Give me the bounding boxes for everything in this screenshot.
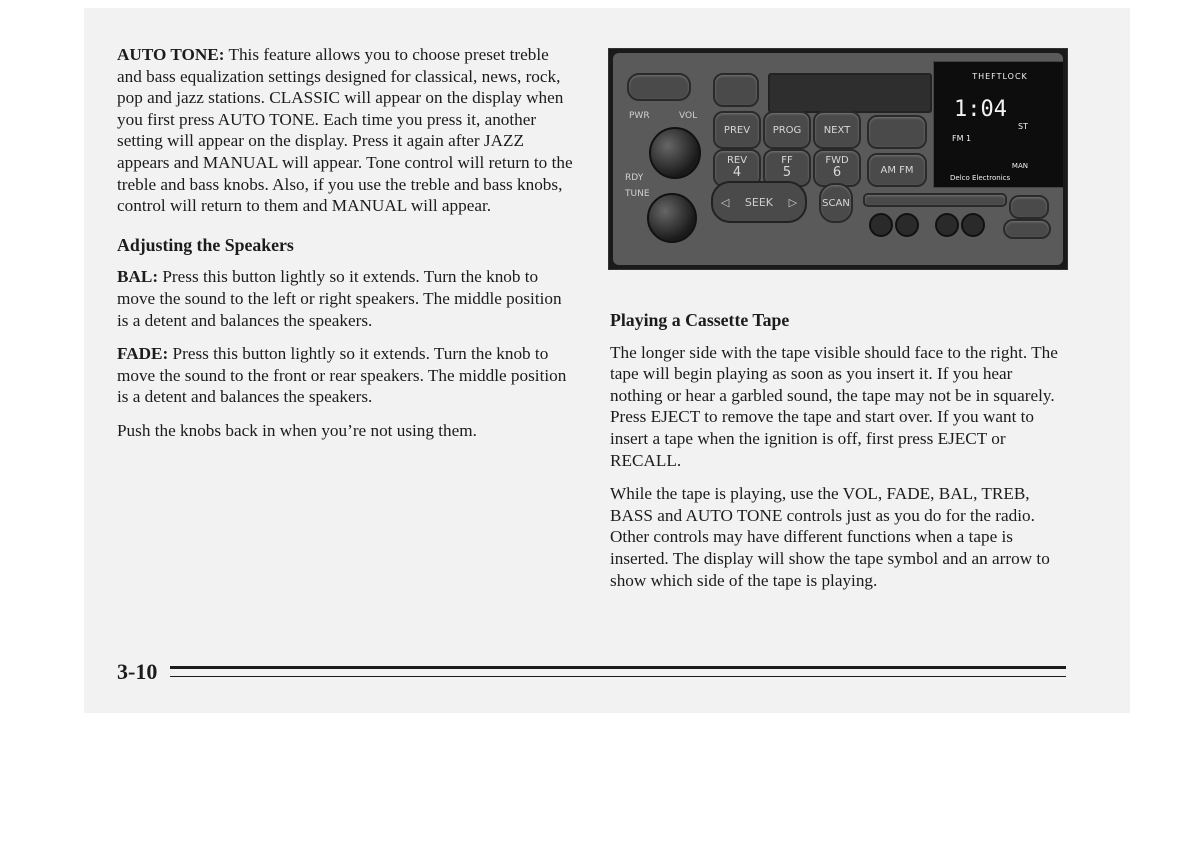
next-label: NEXT bbox=[823, 124, 851, 136]
recall-button-graphic bbox=[713, 73, 759, 107]
radio-faceplate bbox=[613, 53, 1063, 265]
preset-6-fwd-graphic bbox=[813, 149, 861, 187]
bass-knob bbox=[869, 213, 893, 237]
display-mode: MAN bbox=[1011, 162, 1028, 170]
auto-tone-button-graphic bbox=[1009, 195, 1049, 219]
radio-display bbox=[933, 61, 1063, 188]
page-number: 3-10 bbox=[117, 659, 158, 684]
fwd-number: 6 bbox=[832, 165, 842, 181]
left-column bbox=[117, 44, 577, 454]
eject-button-graphic bbox=[627, 73, 691, 101]
scan-label: SCAN bbox=[822, 197, 850, 209]
cassette-paragraph-1: The longer side with the tape visible should face to the right. The tape will begin playing as soon as you insert it. If you hear nothing or hear a garbled sound, the tape may not be in squarely. Press EJECT to remove the tape and start over. If you want to insert a tape when the ignition is off, first press EJECT or RECALL. bbox=[610, 342, 1058, 470]
auto-tone-term: AUTO TONE: bbox=[117, 45, 225, 64]
footer-rule-thick bbox=[170, 666, 1066, 669]
cassette-paragraph-2: While the tape is playing, use the VOL, FADE, BAL, TREB, BASS and AUTO TONE controls just as you do for the radio. Other controls may have different functions when a tape is inserted. The display will show the tape symbol and an arrow to show which side of the tape is playing. bbox=[610, 484, 1050, 590]
fade-term: FADE: bbox=[117, 344, 169, 364]
radio-illustration bbox=[608, 48, 1068, 270]
preset-2-prog-graphic bbox=[763, 111, 811, 149]
display-button-graphic bbox=[1003, 219, 1051, 239]
display-stereo: ST bbox=[1018, 122, 1028, 131]
display-time: 1:04 bbox=[954, 97, 1007, 122]
display-maker: Delco Electronics bbox=[950, 174, 1011, 182]
fwd-label: FWD bbox=[825, 155, 849, 167]
am-fm-label: AM FM bbox=[880, 164, 914, 176]
bal-knob bbox=[935, 213, 959, 237]
tune-knob bbox=[647, 193, 697, 243]
volume-knob bbox=[649, 127, 701, 179]
right-column bbox=[610, 310, 1065, 603]
bal-text: Press this button lightly so it extends. Turn the knob to move the sound to the left or right speakers. The middle position is a detent and balances the speakers. bbox=[117, 267, 562, 330]
rdy-label: RDY bbox=[625, 173, 644, 183]
bal-term: BAL: bbox=[117, 267, 159, 287]
vol-label: VOL bbox=[679, 111, 698, 121]
seek-right-arrow-icon: ▷ bbox=[788, 195, 798, 209]
bal-paragraph bbox=[117, 266, 577, 331]
display-band: FM 1 bbox=[952, 134, 972, 143]
seek-button-graphic bbox=[711, 181, 807, 223]
treble-knob bbox=[895, 213, 919, 237]
fade-knob bbox=[961, 213, 985, 237]
prev-label: PREV bbox=[723, 124, 751, 136]
push-knobs-paragraph: Push the knobs back in when you’re not using them. bbox=[117, 420, 477, 440]
display-brand: THEFTLOCK bbox=[972, 72, 1028, 81]
footer-rule-thin bbox=[170, 676, 1066, 677]
tone-bar-graphic bbox=[863, 193, 1007, 207]
preset-1-prev-graphic bbox=[713, 111, 761, 149]
fade-text: Press this button lightly so it extends. Turn the knob to move the sound to the front or rear speakers. The middle position is a detent and balances the speakers. bbox=[117, 344, 567, 407]
tape-aux-button-graphic bbox=[867, 115, 927, 149]
seek-left-arrow-icon: ◁ bbox=[720, 195, 730, 209]
seek-label: SEEK bbox=[744, 195, 774, 209]
ff-number: 5 bbox=[782, 165, 792, 181]
speakers-heading: Adjusting the Speakers bbox=[117, 234, 294, 255]
auto-tone-paragraph bbox=[117, 44, 577, 217]
ff-label: FF bbox=[781, 155, 793, 167]
prog-label: PROG bbox=[772, 124, 802, 136]
am-fm-button-graphic bbox=[867, 153, 927, 187]
rev-number: 4 bbox=[732, 165, 742, 181]
cassette-heading: Playing a Cassette Tape bbox=[610, 310, 790, 330]
cassette-slot bbox=[768, 73, 932, 113]
scan-button-graphic bbox=[819, 183, 853, 223]
rev-label: REV bbox=[726, 155, 748, 167]
preset-3-next-graphic bbox=[813, 111, 861, 149]
pwr-label: PWR bbox=[629, 111, 650, 121]
tune-label: TUNE bbox=[625, 189, 650, 199]
auto-tone-text: This feature allows you to choose preset treble and bass equalization settings designed for classical, news, rock, pop and jazz stations. CLASSIC will appear on the display when you first press AUTO TONE. Each time you press it, another setting will appear on the display. Press it again after JAZZ appears and MANUAL will appear. Tone control will return to the treble and bass knobs. Also, if you use the treble and bass knobs, control will return to them and MANUAL will appear. bbox=[117, 45, 573, 216]
fade-paragraph bbox=[117, 343, 577, 408]
